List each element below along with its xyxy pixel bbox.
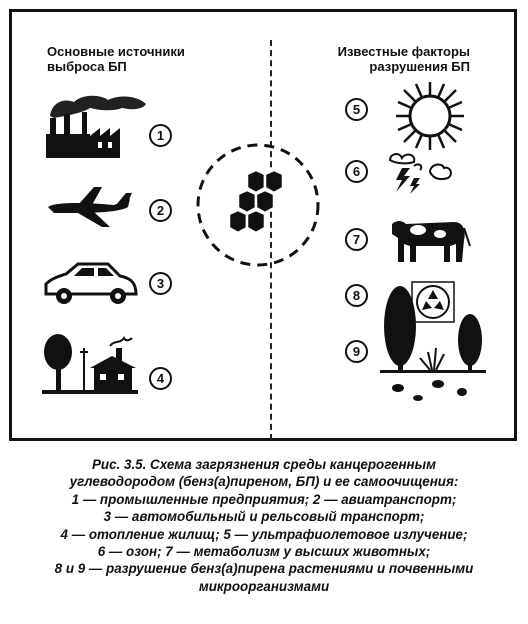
marker-9: 9 [345, 340, 368, 363]
figure-caption [0, 456, 528, 595]
airplane-icon [44, 185, 136, 229]
marker-5: 5 [345, 98, 368, 121]
caption-line-8: микроорганизмами [198, 578, 330, 594]
marker-8: 8 [345, 284, 368, 307]
caption-line-2: углеводородом (бенз(а)пиреном, БП) и ее самоочищения: [69, 474, 459, 490]
caption-line-4: 3 — автомобильный и рельсовый транспорт; [103, 509, 425, 525]
caption-line-6: 6 — озон; 7 — метаболизм у высших животных; [97, 544, 431, 560]
right-header-line-1: Известные факторы [337, 44, 470, 59]
right-header-line-2: разрушения БП [369, 59, 470, 74]
left-header-line-2: выброса БП [47, 59, 127, 74]
marker-4: 4 [149, 367, 172, 390]
trees-plants-icon [378, 282, 488, 406]
marker-1: 1 [149, 124, 172, 147]
sun-icon [388, 80, 472, 152]
caption-line-5: 4 — отопление жилищ; 5 — ультрафиолетовое излучение; [60, 526, 468, 542]
marker-7: 7 [345, 228, 368, 251]
left-header-line-1: Основные источники [47, 44, 185, 59]
ozone-lightning-icon [384, 150, 456, 196]
marker-2: 2 [149, 199, 172, 222]
caption-line-7: 8 и 9 — разрушение бенз(а)пирена растениями и почвенными [54, 561, 474, 577]
house-icon [40, 330, 140, 396]
cow-icon [388, 214, 472, 266]
marker-6: 6 [345, 160, 368, 183]
factory-icon [42, 88, 154, 158]
left-header [47, 44, 185, 74]
marker-3: 3 [149, 272, 172, 295]
caption-line-3: 1 — промышленные предприятия; 2 — авиатранспорт; [71, 491, 457, 507]
caption-line-1: Рис. 3.5. Схема загрязнения среды канцерогенным [92, 457, 436, 472]
right-header [338, 44, 470, 74]
benzopyrene-molecule-icon [193, 140, 323, 270]
car-icon [42, 260, 138, 306]
